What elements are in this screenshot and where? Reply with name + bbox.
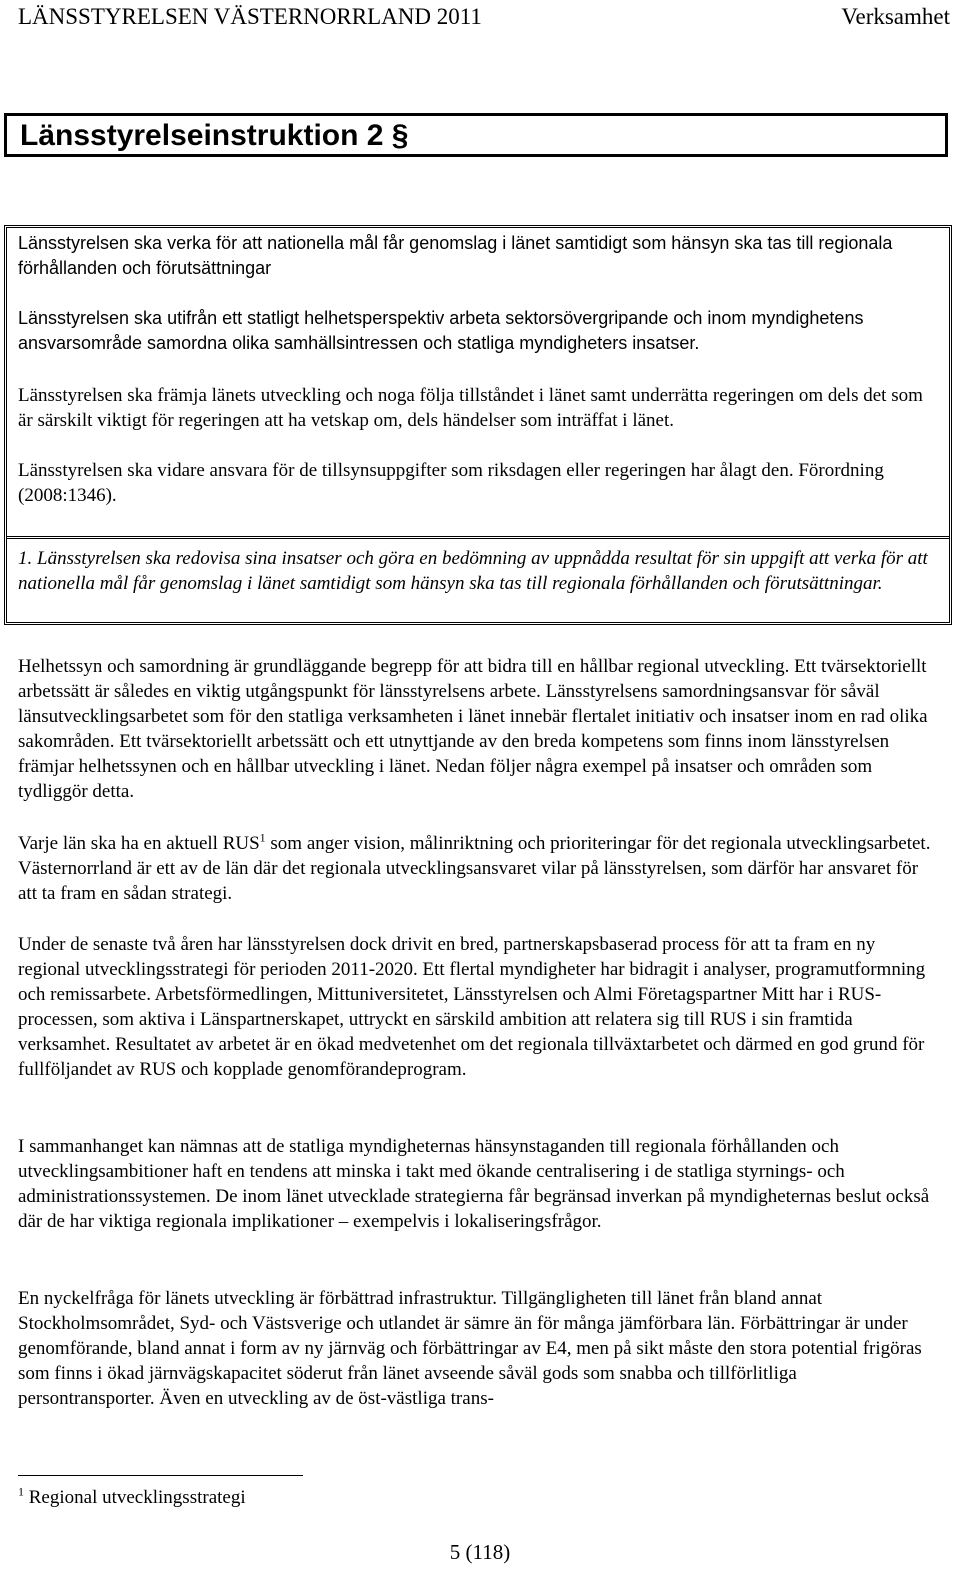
instruction-paragraph-3: Länsstyrelsen ska främja länets utveckling och noga följa tillståndet i länet samt underrätta regeringen om dels det som är särskilt viktigt för regeringen att ha vetskap om, dels händelser som inträffat i länet. <box>18 385 923 431</box>
page-number: 5 (118) <box>449 1540 511 1564</box>
instruction-goal: 1. Länsstyrelsen ska redovisa sina insatser och göra en bedömning av uppnådda resultat för sin uppgift att verka för att nationella mål får genomslag i länet samtidigt som hänsyn ska tas till regionala förhållanden och förutsättningar. <box>18 548 928 594</box>
footnote-separator <box>18 1475 303 1476</box>
instruction-paragraph-4: Länsstyrelsen ska vidare ansvara för de tillsynsuppgifter som riksdagen eller regeringen har ålagt den. Förordning (2008:1346). <box>18 460 884 506</box>
section-title: Länsstyrelseinstruktion 2 § <box>4 113 948 157</box>
instruction-paragraph-1: Länsstyrelsen ska verka för att nationella mål får genomslag i länet samtidigt som hänsyn ska tas till regionala förhållanden och förutsättningar <box>18 233 893 278</box>
body-paragraph-5: En nyckelfråga för länets utveckling är förbättrad infrastruktur. Tillgängligheten till länet från bland annat Stockholmsområdet, Syd- och Västsverige och utlandet är sämre än för många jämförbara län. Förbättringar är under genomförande, bland annat i form av ny järnväg och förbättringar av E4, men på sikt måste den stora potential frigöras som finns i ökad järnvägskapacitet söderut från länet avseende såväl gods som snabba och tillförlitliga persontransporter. Även en utveckling av de öst-västliga trans- <box>18 1288 922 1409</box>
rus-text-continued: som anger vision, målinriktning och prioriteringar för det regionala utvecklingsarbetet. Västernorrland är ett av de län där det regionala utvecklingsansvaret vilar på länsstyrelsen, som därför har ansvaret för att ta fram en sådan strategi. <box>18 833 931 904</box>
footnote <box>18 1484 246 1509</box>
footnote-reference[interactable]: 1 <box>259 830 266 845</box>
running-header <box>0 0 960 34</box>
instruction-paragraph-2: Länsstyrelsen ska utifrån ett statligt helhetsperspektiv arbeta sektorsövergripande och inom myndighetens ansvarsområde samordna olika samhällsintressen och statliga myndigheters insatser. <box>18 308 864 353</box>
header-organization: LÄNSSTYRELSEN VÄSTERNORRLAND 2011 <box>18 4 482 29</box>
body-paragraph-2 <box>18 831 938 906</box>
header-section: Verksamhet <box>841 4 950 29</box>
footnote-text: Regional utvecklingsstrategi <box>28 1487 246 1508</box>
footnote-number: 1 <box>18 1484 24 1499</box>
body-paragraph-4: I sammanhanget kan nämnas att de statliga myndigheternas hänsynstaganden till regionala förhållanden och utvecklingsambitioner haft en tendens att minska i takt med ökande centralisering i de statliga styrnings- och administrationssystemen. De inom länet utvecklade strategierna får begränsad inverkan på myndigheternas beslut också där de har viktiga regionala implikationer – exempelvis i lokaliseringsfrågor. <box>18 1136 930 1232</box>
body-paragraph-1: Helhetssyn och samordning är grundläggande begrepp för att bidra till en hållbar regional utveckling. Ett tvärsektoriellt arbetssätt är således en viktig utgångspunkt för länsstyrelsens arbete. Länsstyrelsens samordningsansvar för såväl länsutvecklingsarbetet som för den statliga verksamheten i länet innebär flertalet initiativ och insatser inom en rad olika sakområden. Ett tvärsektoriellt arbetssätt och ett utnyttjande av den breda kompetens som finns inom länsstyrelsen främjar helhetssynen och en hållbar utveckling i länet. Nedan följer några exempel på insatser och områden som tydliggör detta. <box>18 656 928 802</box>
rus-text: Varje län ska ha en aktuell RUS <box>18 833 260 854</box>
instruction-divider <box>7 536 949 539</box>
body-paragraph-3: Under de senaste två åren har länsstyrelsen dock drivit en bred, partnerskapsbaserad process för att ta fram en ny regional utvecklingsstrategi för perioden 2011-2020. Ett flertal myndigheter har bidragit i analyser, programutformning och remissarbete. Arbetsförmedlingen, Mittuniversitetet, Länsstyrelsen och Almi Företagspartner Mitt har i RUS-processen, som aktiva i Länspartnerskapet, uttryckt en särskild ambition att relatera sig till RUS i sin framtida verksamhet. Resultatet av arbetet är en ökad medvetenhet om det regionala tillväxtarbetet och därmed en god grund för fullföljandet av RUS och kopplade genomförandeprogram. <box>18 934 926 1080</box>
